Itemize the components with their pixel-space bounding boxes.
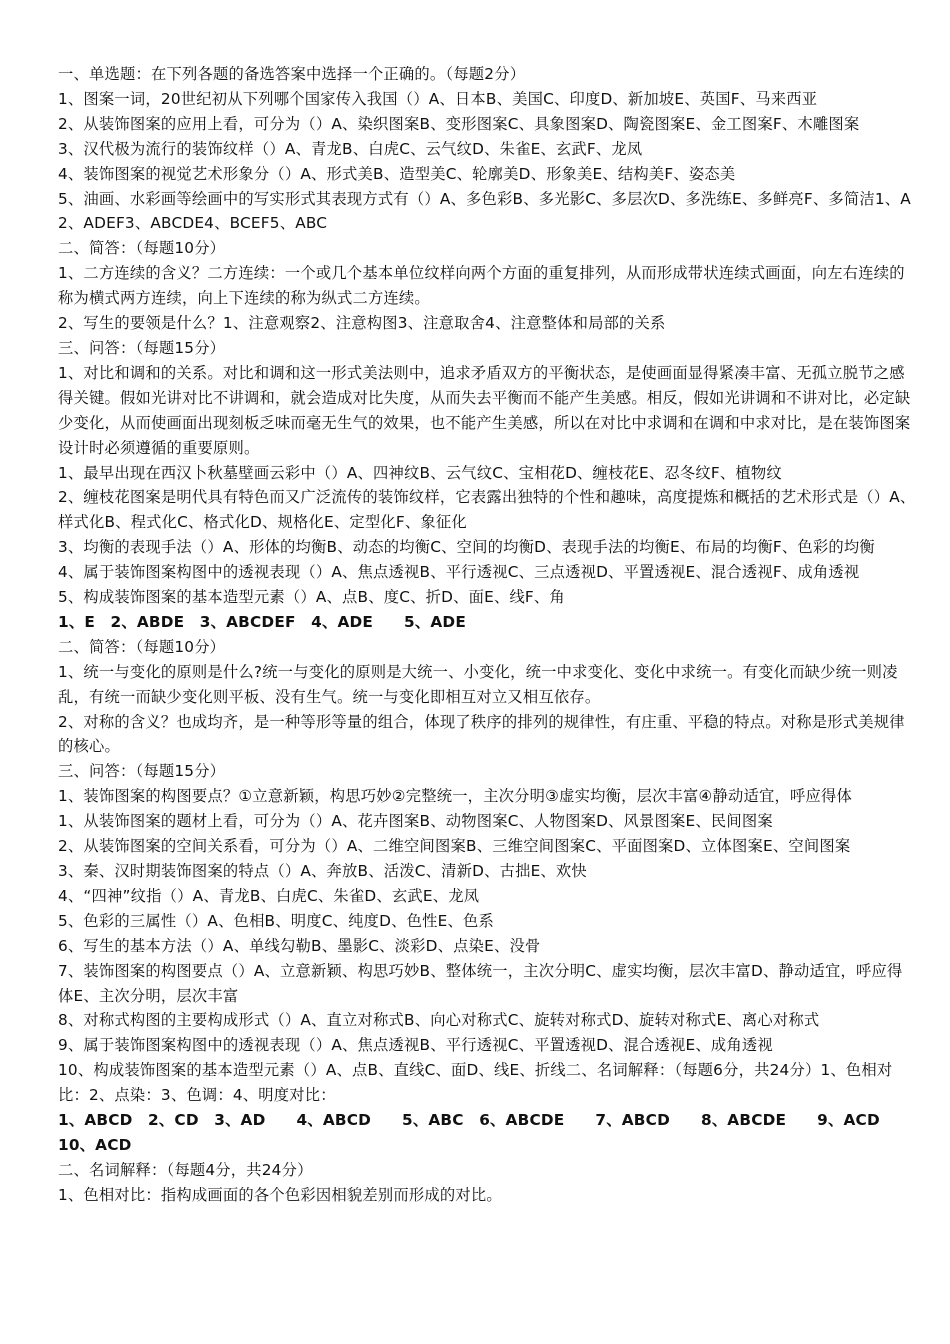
- text-line: 二、简答：（每题10分）: [58, 637, 226, 656]
- text-line: 2、写生的要领是什么？1、注意观察2、注意构图3、注意取舍4、注意整体和局部的关系: [58, 314, 666, 333]
- text-line: 1、二方连续的含义？二方连续：一个或几个基本单位纹样向两个方面的重复排列，从而形成带状连续式画面，向左右连续的称为横式两方连续，向上下连续的称为纵式二方连续。: [58, 264, 905, 308]
- text-line: 2、从装饰图案的空间关系看，可分为（）A、二维空间图案B、三维空间图案C、平面图案D、立体图案E、空间图案: [58, 837, 851, 856]
- text-line: 2、从装饰图案的应用上看，可分为（）A、染织图案B、变形图案C、具象图案D、陶瓷图案E、金工图案F、木雕图案: [58, 114, 860, 133]
- document-page: [58, 62, 916, 1208]
- text-line: 4、装饰图案的视觉艺术形象分（）A、形式美B、造型美C、轮廓美D、形象美E、结构美F、姿态美: [58, 164, 736, 183]
- text-line: 5、构成装饰图案的基本造型元素（）A、点B、度C、折D、面E、线F、角: [58, 588, 565, 607]
- text-line: 6、写生的基本方法（）A、单线勾勒B、墨影C、淡彩D、点染E、没骨: [58, 936, 541, 955]
- text-line: 2、对称的含义？也成均齐，是一种等形等量的组合，体现了秩序的排列的规律性，有庄重、平稳的特点。对称是形式美规律的核心。: [58, 712, 905, 756]
- text-line: 1、对比和调和的关系。对比和调和这一形式美法则中，追求矛盾双方的平衡状态，是使画面显得紧凑丰富、无孤立脱节之感得关键。假如光讲对比不讲调和，就会造成对比失度，从而失去平衡而不能产生美感。相反，假如光讲调和不讲对比，必定缺少变化，从而使画面出现刻板乏味而毫无生气的效果，也不能产生美感，所以在对比中求调和在调和中求对比，是在装饰图案设计时必须遵循的重要原则。: [58, 363, 911, 457]
- answer-key-line: 1、E 2、ABDE 3、ABCDEF 4、ADE 5、ADE: [58, 612, 466, 631]
- text-line: 8、对称式构图的主要构成形式（）A、直立对称式B、向心对称式C、旋转对称式D、旋转对称式E、离心对称式: [58, 1011, 820, 1030]
- text-line: 5、油画、水彩画等绘画中的写实形式其表现方式有（）A、多色彩B、多光影C、多层次D、多洗练E、多鲜亮F、多简洁1、A2、ADEF3、ABCDE4、BCEF5、ABC: [58, 189, 911, 233]
- text-line: 1、装饰图案的构图要点？①立意新颖，构思巧妙②完整统一，主次分明③虚实均衡，层次丰富④静动适宜，呼应得体: [58, 787, 852, 806]
- text-line: 4、“四神”纹指（）A、青龙B、白虎C、朱雀D、玄武E、龙凤: [58, 886, 480, 905]
- text-line: 3、汉代极为流行的装饰纹样（）A、青龙B、白虎C、云气纹D、朱雀E、玄武F、龙凤: [58, 139, 643, 158]
- text-line: 1、最早出现在西汉卜秋墓壁画云彩中（）A、四神纹B、云气纹C、宝相花D、缠枝花E、忍冬纹F、植物纹: [58, 463, 782, 482]
- text-line: 3、均衡的表现手法（）A、形体的均衡B、动态的均衡C、空间的均衡D、表现手法的均衡E、布局的均衡F、色彩的均衡: [58, 538, 875, 557]
- text-line: 二、名词解释：（每题4分，共24分）: [58, 1160, 313, 1179]
- text-line: 2、缠枝花图案是明代具有特色而又广泛流传的装饰纹样，它表露出独特的个性和趣味，高度提炼和概括的艺术形式是（）A、样式化B、程式化C、格式化D、规格化E、定型化F、象征化: [58, 488, 916, 532]
- text-line: 1、图案一词，20世纪初从下列哪个国家传入我国（）A、日本B、美国C、印度D、新加坡E、英国F、马来西亚: [58, 89, 818, 108]
- text-line: 1、从装饰图案的题材上看，可分为（）A、花卉图案B、动物图案C、人物图案D、风景图案E、民间图案: [58, 812, 773, 831]
- text-line: 三、问答：（每题15分）: [58, 338, 226, 357]
- text-line: 二、简答：（每题10分）: [58, 239, 226, 258]
- text-line: 一、单选题：在下列各题的备选答案中选择一个正确的。（每题2分）: [58, 65, 526, 83]
- text-line: 三、问答：（每题15分）: [58, 762, 226, 781]
- text-line: 9、属于装饰图案构图中的透视表现（）A、焦点透视B、平行透视C、平置透视D、混合透视E、成角透视: [58, 1036, 773, 1055]
- text-line: 5、色彩的三属性（）A、色相B、明度C、纯度D、色性E、色系: [58, 911, 494, 930]
- text-line: 10、构成装饰图案的基本造型元素（）A、点B、直线C、面D、线E、折线二、名词解释：（每题6分，共24分）1、色相对比：2、点染：3、色调：4、明度对比：: [58, 1061, 893, 1105]
- text-line: 1、统一与变化的原则是什么?统一与变化的原则是大统一、小变化，统一中求变化、变化中求统一。有变化而缺少统一则凌乱，有统一而缺少变化则平板、没有生气。统一与变化即相互对立又相互依存。: [58, 662, 898, 706]
- answer-key-line: 1、ABCD 2、CD 3、AD 4、ABCD 5、ABC 6、ABCDE 7、ABCD 8、ABCDE 9、ACD 10、ACD: [58, 1111, 911, 1154]
- text-line: 4、属于装饰图案构图中的透视表现（）A、焦点透视B、平行透视C、三点透视D、平置透视E、混合透视F、成角透视: [58, 563, 860, 582]
- text-line: 7、装饰图案的构图要点（）A、立意新颖、构思巧妙B、整体统一，主次分明C、虚实均衡，层次丰富D、静动适宜，呼应得体E、主次分明，层次丰富: [58, 961, 903, 1005]
- text-line: 1、色相对比：指构成画面的各个色彩因相貌差别而形成的对比。: [58, 1185, 502, 1204]
- text-line: 3、秦、汉时期装饰图案的特点（）A、奔放B、活泼C、清新D、古拙E、欢快: [58, 862, 587, 880]
